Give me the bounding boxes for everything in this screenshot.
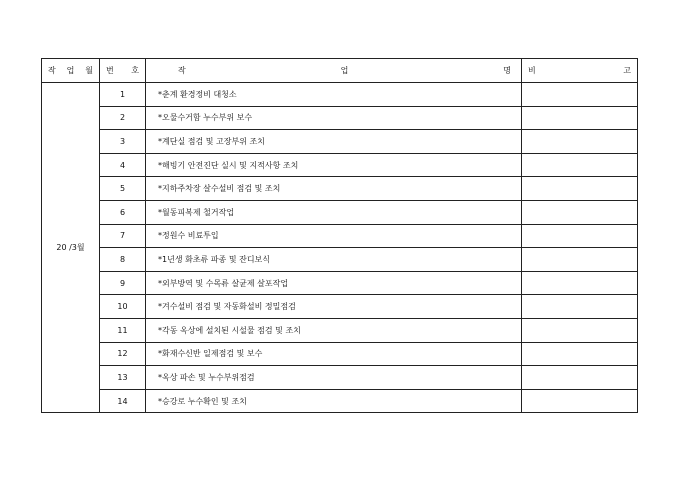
table-row [42, 224, 638, 248]
table-row [42, 366, 638, 390]
row-number: 12 [100, 342, 146, 366]
table-row [42, 295, 638, 319]
row-number: 7 [100, 224, 146, 248]
table-row [42, 153, 638, 177]
work-plan-sheet [41, 58, 637, 413]
header-note: 비 고 [522, 59, 638, 83]
table-row [42, 200, 638, 224]
table-row [42, 271, 638, 295]
row-number: 4 [100, 153, 146, 177]
note-cell [522, 318, 638, 342]
note-cell [522, 389, 638, 413]
task-name: *각동 옥상에 설치된 시설물 점검 및 조치 [146, 318, 522, 342]
note-cell [522, 342, 638, 366]
table-row [42, 248, 638, 272]
note-cell [522, 271, 638, 295]
note-cell [522, 83, 638, 107]
row-number: 14 [100, 389, 146, 413]
note-cell [522, 248, 638, 272]
table-row [42, 318, 638, 342]
table-row [42, 177, 638, 201]
note-cell [522, 177, 638, 201]
note-cell [522, 224, 638, 248]
task-name: *춘계 환경정비 대청소 [146, 83, 522, 107]
task-name: *외부방역 및 수목류 살균제 살포작업 [146, 271, 522, 295]
period-cell: 20 /3월 [42, 83, 100, 413]
note-cell [522, 295, 638, 319]
table-row [42, 342, 638, 366]
task-name: *1년생 화초류 파종 및 잔디보식 [146, 248, 522, 272]
task-name: *화재수신반 일제점검 및 보수 [146, 342, 522, 366]
row-number: 11 [100, 318, 146, 342]
header-number: 번 호 [100, 59, 146, 83]
task-name: *정원수 비료투입 [146, 224, 522, 248]
task-name: *오물수거함 누수부위 보수 [146, 106, 522, 130]
row-number: 5 [100, 177, 146, 201]
row-number: 6 [100, 200, 146, 224]
row-number: 10 [100, 295, 146, 319]
row-number: 8 [100, 248, 146, 272]
row-number: 9 [100, 271, 146, 295]
task-name: *월동피복제 철거작업 [146, 200, 522, 224]
row-number: 13 [100, 366, 146, 390]
task-name: *지하주차장 살수설비 점검 및 조치 [146, 177, 522, 201]
task-name: *계단실 점검 및 고장부위 조치 [146, 130, 522, 154]
table-row [42, 83, 638, 107]
note-cell [522, 153, 638, 177]
task-name: *해빙기 안전진단 실시 및 지적사항 조치 [146, 153, 522, 177]
note-cell [522, 200, 638, 224]
row-number: 2 [100, 106, 146, 130]
table-row [42, 106, 638, 130]
task-name: *승강로 누수확인 및 조치 [146, 389, 522, 413]
row-number: 3 [100, 130, 146, 154]
task-name: *옥상 파손 및 누수부위점검 [146, 366, 522, 390]
table-header-row [42, 59, 638, 83]
header-task: 작 업 명 [146, 59, 522, 83]
note-cell [522, 130, 638, 154]
work-schedule-table [41, 58, 638, 413]
table-row [42, 130, 638, 154]
note-cell [522, 106, 638, 130]
table-row [42, 389, 638, 413]
row-number: 1 [100, 83, 146, 107]
note-cell [522, 366, 638, 390]
task-name: *겨수설비 점검 및 자동화설비 정밀점검 [146, 295, 522, 319]
header-period: 작 업 월 [42, 59, 100, 83]
